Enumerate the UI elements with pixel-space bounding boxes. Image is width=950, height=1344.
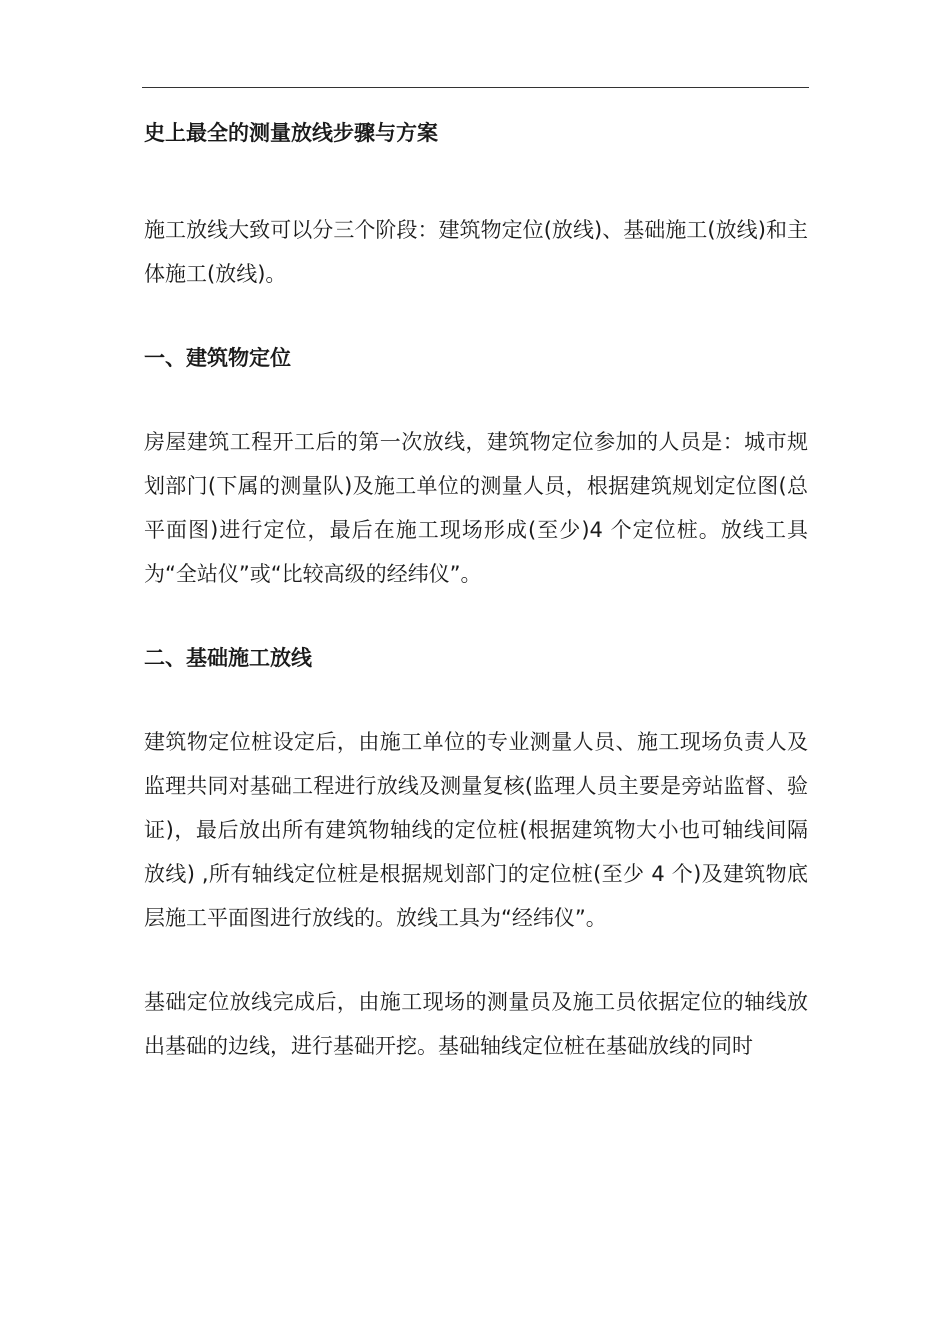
section-foundation-layout <box>144 636 808 1068</box>
section-paragraph: 房屋建筑工程开工后的第一次放线，建筑物定位参加的人员是：城市规划部门(下属的测量队)及施工单位的测量人员，根据建筑规划定位图(总平面图)进行定位，最后在施工现场形成(至少)4 个定位桩。放线工具为“全站仪”或“比较高级的经纬仪”。 <box>144 430 808 586</box>
header-rule <box>142 87 809 88</box>
section-heading: 二、基础施工放线 <box>144 646 312 670</box>
document-title: 史上最全的测量放线步骤与方案 <box>144 121 438 145</box>
section-paragraph: 建筑物定位桩设定后，由施工单位的专业测量人员、施工现场负责人及监理共同对基础工程进行放线及测量复核(监理人员主要是旁站监督、验证)，最后放出所有建筑物轴线的定位桩(根据建筑物大小也可轴线间隔放线) ,所有轴线定位桩是根据规划部门的定位桩(至少 4 个)及建筑物底层施工平面图进行放线的。放线工具为“经纬仪”。 <box>144 730 808 930</box>
section-heading: 一、建筑物定位 <box>144 346 291 370</box>
section-paragraph: 基础定位放线完成后，由施工现场的测量员及施工员依据定位的轴线放出基础的边线，进行基础开挖。基础轴线定位桩在基础放线的同时 <box>144 990 808 1058</box>
section-building-positioning <box>144 336 808 596</box>
document-body <box>144 114 808 1068</box>
intro-paragraph: 施工放线大致可以分三个阶段：建筑物定位(放线)、基础施工(放线)和主体施工(放线)。 <box>144 218 808 286</box>
